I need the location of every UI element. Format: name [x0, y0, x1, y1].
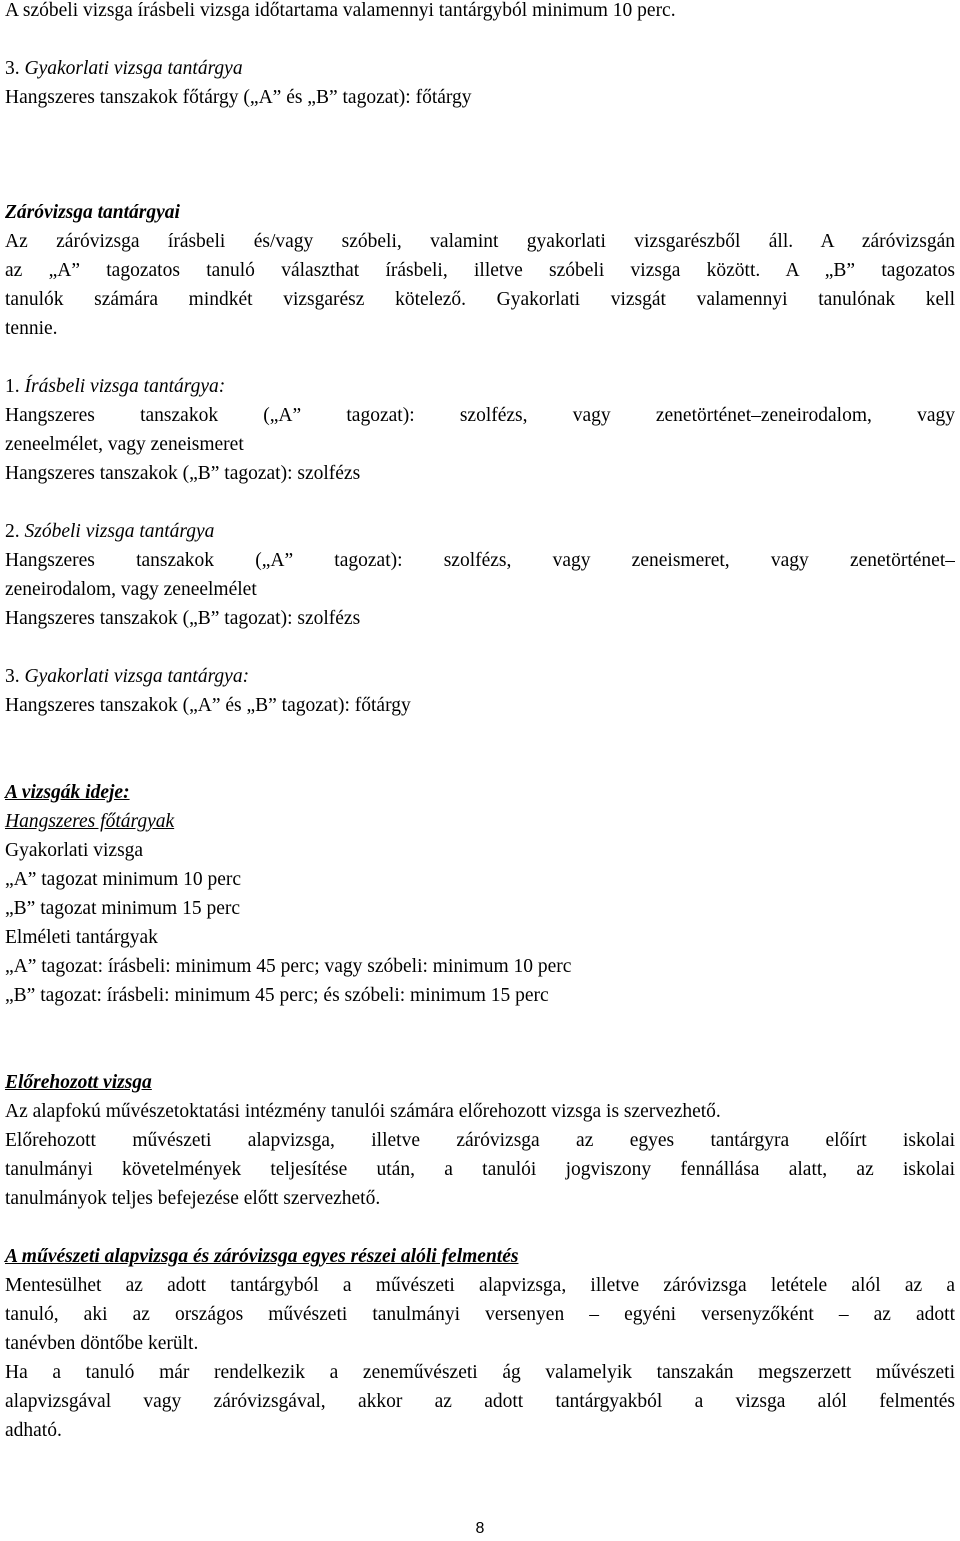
paragraph-line: tanulmányok teljes befejezése előtt szervezhető.: [5, 1188, 381, 1209]
paragraph-line: Gyakorlati vizsga: [5, 840, 144, 861]
item-number: 1.: [5, 376, 20, 397]
list-item-heading: [5, 517, 955, 546]
paragraph-line: az „A” tagozatos tanuló választhat írásbeli, illetve szóbeli vizsga között. A „B” tagozatos: [5, 260, 955, 281]
paragraph-line: Hangszeres tanszakok („A” tagozat): szolfézs, vagy zeneismeret, vagy zenetörténet–: [5, 550, 955, 571]
item-title: Írásbeli vizsga tantárgya:: [24, 376, 226, 397]
paragraph-line: Elméleti tantárgyak: [5, 927, 158, 948]
paragraph-line: Előrehozott művészeti alapvizsga, illetve záróvizsga az egyes tantárgyra előírt iskolai: [5, 1130, 955, 1151]
heading-zarovizsga: Záróvizsga tantárgyai: [5, 202, 180, 223]
paragraph-line: tanulmányi követelmények teljesítése után, a tanulói jogviszony fennállása alatt, az iskolai: [5, 1159, 955, 1180]
heading-elorehozott: Előrehozott vizsga: [5, 1072, 152, 1093]
paragraph-line: Ha a tanuló már rendelkezik a zeneművészeti ág valamelyik tanszakán megszerzett művészeti: [5, 1362, 955, 1383]
paragraph-line: tanuló, aki az országos művészeti tanulmányi versenyen – egyéni versenyzőként – az adott: [5, 1304, 955, 1325]
paragraph-line: tanévben döntőbe került.: [5, 1333, 199, 1354]
paragraph-line: Hangszeres tanszakok („A” tagozat): szolfézs, vagy zenetörténet–zeneirodalom, vagy: [5, 405, 955, 426]
item-number: 2.: [5, 521, 20, 542]
paragraph-line: Az záróvizsga írásbeli és/vagy szóbeli, valamint gyakorlati vizsgarészből áll. A záróvizsgán: [5, 231, 955, 252]
list-item-heading: [5, 662, 955, 691]
item-title: Gyakorlati vizsga tantárgya: [24, 58, 243, 79]
paragraph-line: „B” tagozat minimum 15 perc: [5, 898, 241, 919]
paragraph-line: Az alapfokú művészetoktatási intézmény tanulói számára előrehozott vizsga is szervezhető.: [5, 1101, 721, 1122]
paragraph-line: Hangszeres tanszakok főtárgy („A” és „B” tagozat): főtárgy: [5, 87, 472, 108]
paragraph-line: zeneelmélet, vagy zeneismeret: [5, 434, 244, 455]
heading-felmentes: A művészeti alapvizsga és záróvizsga egyes részei alóli felmentés: [5, 1246, 519, 1267]
paragraph-line: adható.: [5, 1420, 62, 1441]
paragraph-line: „A” tagozat: írásbeli: minimum 45 perc; vagy szóbeli: minimum 10 perc: [5, 956, 572, 977]
item-title: Szóbeli vizsga tantárgya: [24, 521, 215, 542]
paragraph-line: Hangszeres tanszakok („B” tagozat): szolfézs: [5, 463, 361, 484]
paragraph-line: „B” tagozat: írásbeli: minimum 45 perc; és szóbeli: minimum 15 perc: [5, 985, 549, 1006]
list-item-heading: [5, 372, 955, 401]
section-heading: [5, 54, 955, 83]
paragraph-line: A szóbeli vizsga írásbeli vizsga időtartama valamennyi tantárgyból minimum 10 perc.: [5, 0, 676, 21]
paragraph-line: Hangszeres tanszakok („B” tagozat): szolfézs: [5, 608, 361, 629]
paragraph-line: „A” tagozat minimum 10 perc: [5, 869, 242, 890]
paragraph-line: tanulók számára mindkét vizsgarész kötelező. Gyakorlati vizsgát valamennyi tanulónak kell: [5, 289, 955, 310]
paragraph-line: Mentesülhet az adott tantárgyból a művészeti alapvizsga, illetve záróvizsga letétele alól az a: [5, 1275, 955, 1296]
paragraph-line: zeneirodalom, vagy zeneelmélet: [5, 579, 257, 600]
item-number: 3.: [5, 666, 20, 687]
subheading: Hangszeres főtárgyak: [5, 811, 175, 832]
heading-vizsgak-ideje: A vizsgák ideje:: [5, 782, 130, 803]
paragraph-line: alapvizsgával vagy záróvizsgával, akkor az adott tantárgyakból a vizsga alól felmentés: [5, 1391, 955, 1412]
paragraph-line: Hangszeres tanszakok („A” és „B” tagozat): főtárgy: [5, 695, 411, 716]
paragraph-line: tennie.: [5, 318, 58, 339]
page-number: 8: [475, 1520, 485, 1537]
item-title: Gyakorlati vizsga tantárgya:: [24, 666, 250, 687]
item-number: 3.: [5, 58, 20, 79]
